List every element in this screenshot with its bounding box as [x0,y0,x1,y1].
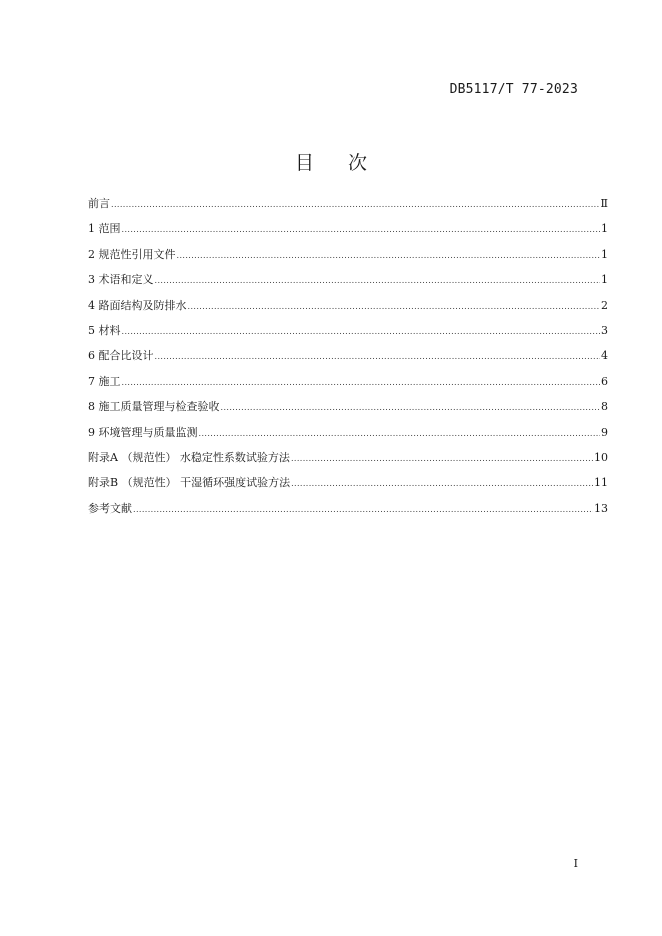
toc-entry-terms-definitions[interactable] [88,267,608,292]
toc-entry-label: 8 施工质量管理与检查验收 [88,400,220,414]
toc-entry-page: 6 [601,374,608,388]
toc-dot-leader [199,421,601,446]
toc-entry-page: 10 [594,450,608,464]
toc-dot-leader [291,446,593,471]
toc-entry-label: 9 环境管理与质量监测 [88,425,198,439]
toc-entry-label: 7 施工 [88,374,121,388]
toc-entry-label: 4 路面结构及防排水 [88,298,187,312]
toc-dot-leader [111,192,600,217]
toc-entry-page: 8 [601,400,608,414]
toc-entry-pavement-structure[interactable] [88,293,608,318]
toc-entry-page: 1 [601,222,608,236]
toc-entry-environment-monitoring[interactable] [88,420,608,445]
toc-title [0,148,662,175]
toc-entry-normative-references[interactable] [88,242,608,267]
toc-entry-mix-design[interactable] [88,343,608,368]
toc-dot-leader [177,243,601,268]
toc-entry-construction[interactable] [88,369,608,394]
toc-entry-page: 2 [601,298,608,312]
toc-entry-appendix-a[interactable] [88,445,608,470]
toc-entry-page: 1 [601,247,608,261]
toc-entry-appendix-b[interactable] [88,470,608,495]
toc-list [88,191,608,521]
toc-title-char-2: 次 [348,152,368,174]
toc-entry-label: 1 范围 [88,222,121,236]
toc-dot-leader [122,319,601,344]
toc-entry-label: 前言 [88,197,110,210]
toc-entry-page: 9 [601,425,608,439]
toc-entry-foreword[interactable] [88,191,608,216]
toc-entry-page: 13 [594,501,608,515]
toc-entry-label: 参考文献 [88,501,132,515]
toc-entry-scope[interactable] [88,216,608,241]
toc-entry-label: 6 配合比设计 [88,349,154,363]
toc-dot-leader [133,497,593,522]
toc-entry-label: 5 材料 [88,323,121,337]
toc-entry-page: 4 [601,349,608,363]
toc-entry-materials[interactable] [88,318,608,343]
toc-entry-label: 附录A （规范性） 水稳定性系数试验方法 [88,450,290,464]
toc-dot-leader [291,471,593,496]
toc-entry-page: Ⅱ [600,197,608,210]
toc-dot-leader [122,370,601,395]
toc-title-char-1: 目 [294,152,314,174]
page-number: I [573,857,578,870]
toc-entry-quality-management[interactable] [88,394,608,419]
toc-entry-page: 11 [594,476,608,490]
toc-entry-bibliography[interactable] [88,496,608,521]
toc-dot-leader [122,217,601,242]
toc-entry-page: 3 [601,323,608,337]
document-code: DB5117/T 77-2023 [449,82,578,97]
toc-dot-leader [155,344,601,369]
toc-dot-leader [221,395,601,420]
toc-entry-label: 3 术语和定义 [88,273,154,287]
toc-entry-label: 附录B （规范性） 干湿循环强度试验方法 [88,476,291,490]
toc-entry-page: 1 [601,273,608,287]
toc-dot-leader [188,294,601,319]
toc-entry-label: 2 规范性引用文件 [88,247,176,261]
toc-dot-leader [155,268,601,293]
